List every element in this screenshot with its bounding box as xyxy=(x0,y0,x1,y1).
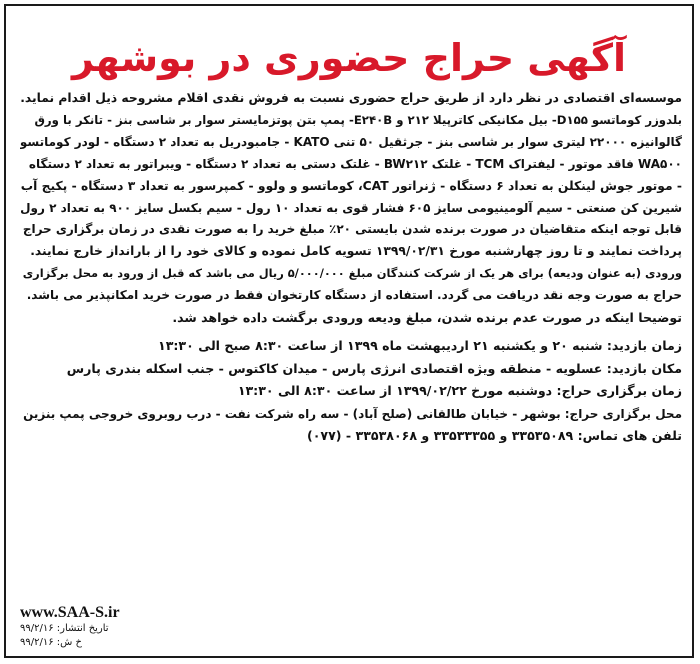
body-line: توضیحا اینکه در صورت عدم برنده شدن، مبلغ ودیعه ورودی برگشت داده خواهد شد. xyxy=(172,310,682,326)
kh-date: خ ش: ۹۹/۲/۱۶ xyxy=(20,637,82,648)
body-line: ورودی (به عنوان ودیعه) برای هر یک از شرکت کنندگان مبلغ ۵/۰۰۰/۰۰۰ ریال می باشد که قبل از ورود به محل برگزاری xyxy=(22,266,682,281)
auction-place: محل برگزاری حراج: بوشهر - خیابان طالقانی (صلح آباد) - سه راه شرکت نفت - درب روبروی خروجی پمپ بنزین xyxy=(23,406,682,421)
visit-time: زمان بازدید: شنبه ۲۰ و یکشنبه ۲۱ اردیبهشت ماه ۱۳۹۹ از ساعت ۸:۳۰ صبح الی ۱۳:۳۰ xyxy=(158,337,682,353)
website-link[interactable]: www.SAA-S.ir xyxy=(20,604,120,621)
auction-time: زمان برگزاری حراج: دوشنبه مورخ ۱۳۹۹/۰۲/۲۲ از ساعت ۸:۳۰ الی ۱۳:۳۰ xyxy=(237,383,682,399)
body-line: پرداخت نمایند و تا روز چهارشنبه مورخ ۱۳۹۹/۰۲/۳۱ تسویه کامل نموده و کالای خود را از بارانداز خارج نمایند. xyxy=(30,244,682,259)
publish-date: تاریخ انتشار: ۹۹/۲/۱۶ xyxy=(20,623,109,634)
notice-body xyxy=(20,88,682,329)
auction-notice xyxy=(4,4,694,658)
contact-phones: تلفن های تماس: ۳۳۵۳۵۰۸۹ و ۳۳۵۳۳۳۵۵ و ۳۳۵۳۸۰۶۸ - (۰۷۷) xyxy=(306,428,682,444)
visit-place: مکان بازدید: عسلویه - منطقه ویژه اقتصادی انرژی پارس - میدان کاکتوس - جنب اسکله بندری پارس xyxy=(66,360,682,376)
body-line: شیرین کن صنعتی - سیم آلومینیومی سایز ۶۰۵ فشار قوی به تعداد ۱۰ رول - سیم بکسل سایز ۹۰۰ به تعداد ۲ رول xyxy=(20,200,682,215)
body-line: WA۵۰۰ فاقد موتور - لیفتراک TCM - غلتک BW۲۱۲ - غلتک دستی به تعداد ۲ دستگاه - ویبراتور به تعداد ۲ دستگاه xyxy=(28,156,682,171)
body-line: - موتور جوش لینکلن به تعداد ۶ دستگاه - ژنراتور CAT، کوماتسو و ولوو - کمپرسور به تعداد ۳ دستگاه - پکیج آب xyxy=(20,178,682,193)
body-line: موسسه‌ای اقتصادی در نظر دارد از طریق حراج حضوری نسبت به فروش نقدی اقلام مشروحه ذیل اقدام نماید. xyxy=(20,91,682,105)
body-line: گالوانیزه ۲۲۰۰۰ لیتری سوار بر شاسی بنز - جرثقیل ۵۰ تنی KATO - جامبودریل به تعداد ۲ دستگاه - لودر کوماتسو xyxy=(20,134,682,149)
notice-details xyxy=(20,335,682,448)
body-line: حراج به صورت وجه نقد دریافت می گردد. استفاده از دستگاه کارتخوان فقط در صورت خرید امکانپذیر می باشد. xyxy=(26,288,682,303)
notice-footer xyxy=(20,604,120,650)
notice-title: آگهی حراج حضوری در بوشهر xyxy=(72,36,626,80)
body-line: قابل توجه اینکه متقاضیان در صورت برنده شدن بایستی ۲۰٪ مبلغ خرید را به صورت نقدی در زمان برگزاری حراج xyxy=(22,222,682,237)
body-line: بلدوزر کوماتسو D۱۵۵- بیل مکانیکی کاترپیلا ۲۱۲ و E۲۴۰B- پمپ بتن پوتزمایستر سوار بر شاسی بنز - تانکر با ورق xyxy=(34,112,682,127)
